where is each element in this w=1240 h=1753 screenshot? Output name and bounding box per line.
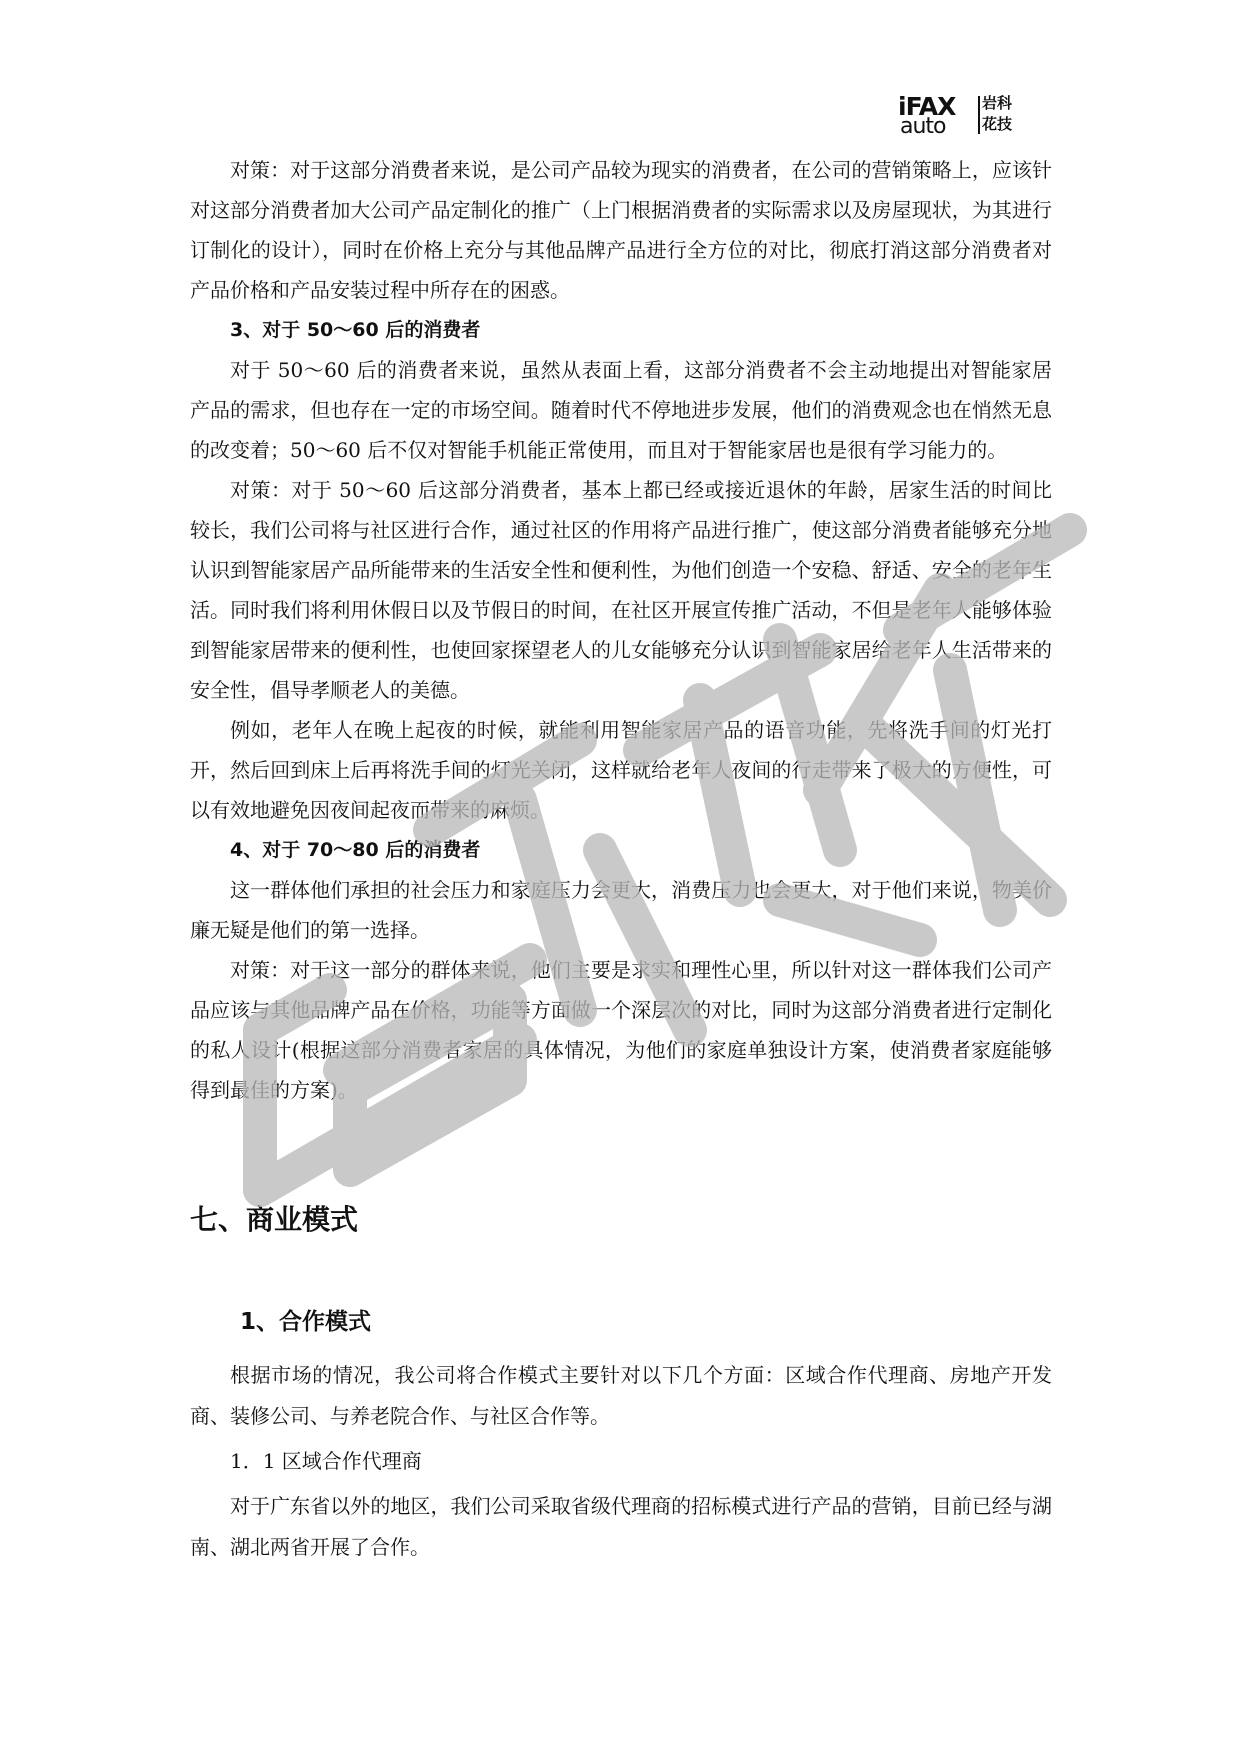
section-title: 七、商业模式	[190, 1203, 359, 1236]
paragraph: 对策：对于这一部分的群体来说，他们主要是求实和理性心里，所以针对这一群体我们公司产品应该与其他品牌产品在价格，功能等方面做一个深层次的对比，同时为这部分消费者进行定制化的私人设计(根据这部分消费者家居的具体情况，为他们的家庭单独设计方案，使消费者家庭能够得到最佳的方案)。	[190, 958, 1052, 1102]
body-text	[190, 150, 1052, 1110]
logo-divider	[978, 96, 980, 134]
logo-auto: auto	[900, 114, 946, 139]
section-body	[190, 1355, 1052, 1568]
subheading: 4、对于 70～80 后的消费者	[230, 839, 481, 861]
paragraph: 对于广东省以外的地区，我们公司采取省级代理商的招标模式进行产品的营销，目前已经与湖南、湖北两省开展了合作。	[190, 1494, 1052, 1559]
logo-cn-top: 岩科	[982, 94, 1013, 112]
paragraph: 根据市场的情况，我公司将合作模式主要针对以下几个方面：区域合作代理商、房地产开发商、装修公司、与养老院合作、与社区合作等。	[190, 1363, 1052, 1428]
subheading: 3、对于 50～60 后的消费者	[230, 319, 481, 341]
section-subtitle: 1、合作模式	[240, 1309, 372, 1335]
list-item-heading: 1．1 区域合作代理商	[230, 1449, 422, 1473]
company-logo	[898, 92, 1013, 140]
paragraph: 对于 50～60 后的消费者来说，虽然从表面上看，这部分消费者不会主动地提出对智能家居产品的需求，但也存在一定的市场空间。随着时代不停地进步发展，他们的消费观念也在悄然无息的改变着；50～60 后不仅对智能手机能正常使用，而且对于智能家居也是很有学习能力的。	[190, 358, 1052, 462]
paragraph: 这一群体他们承担的社会压力和家庭压力会更大，消费压力也会更大，对于他们来说，物美价廉无疑是他们的第一选择。	[190, 878, 1052, 942]
paragraph: 例如，老年人在晚上起夜的时候，就能利用智能家居产品的语音功能，先将洗手间的灯光打开，然后回到床上后再将洗手间的灯光关闭，这样就给老年人夜间的行走带来了极大的方便性，可以有效地避免因夜间起夜而带来的麻烦。	[190, 718, 1052, 822]
paragraph: 对策：对于这部分消费者来说，是公司产品较为现实的消费者，在公司的营销策略上，应该针对这部分消费者加大公司产品定制化的推广（上门根据消费者的实际需求以及房屋现状，为其进行订制化的设计），同时在价格上充分与其他品牌产品进行全方位的对比，彻底打消这部分消费者对产品价格和产品安装过程中所存在的困惑。	[190, 158, 1052, 302]
logo-ifax: iFAX	[898, 92, 956, 121]
logo-cn-bottom: 花技	[982, 115, 1013, 133]
paragraph: 对策：对于 50～60 后这部分消费者，基本上都已经或接近退休的年龄，居家生活的时间比较长，我们公司将与社区进行合作，通过社区的作用将产品进行推广，使这部分消费者能够充分地认识到智能家居产品所能带来的生活安全性和便利性，为他们创造一个安稳、舒适、安全的老年生活。同时我们将利用休假日以及节假日的时间，在社区开展宣传推广活动，不但是老年人能够体验到智能家居带来的便利性，也使回家探望老人的儿女能够充分认识到智能家居给老年人生活带来的安全性，倡导孝顺老人的美德。	[190, 478, 1052, 702]
